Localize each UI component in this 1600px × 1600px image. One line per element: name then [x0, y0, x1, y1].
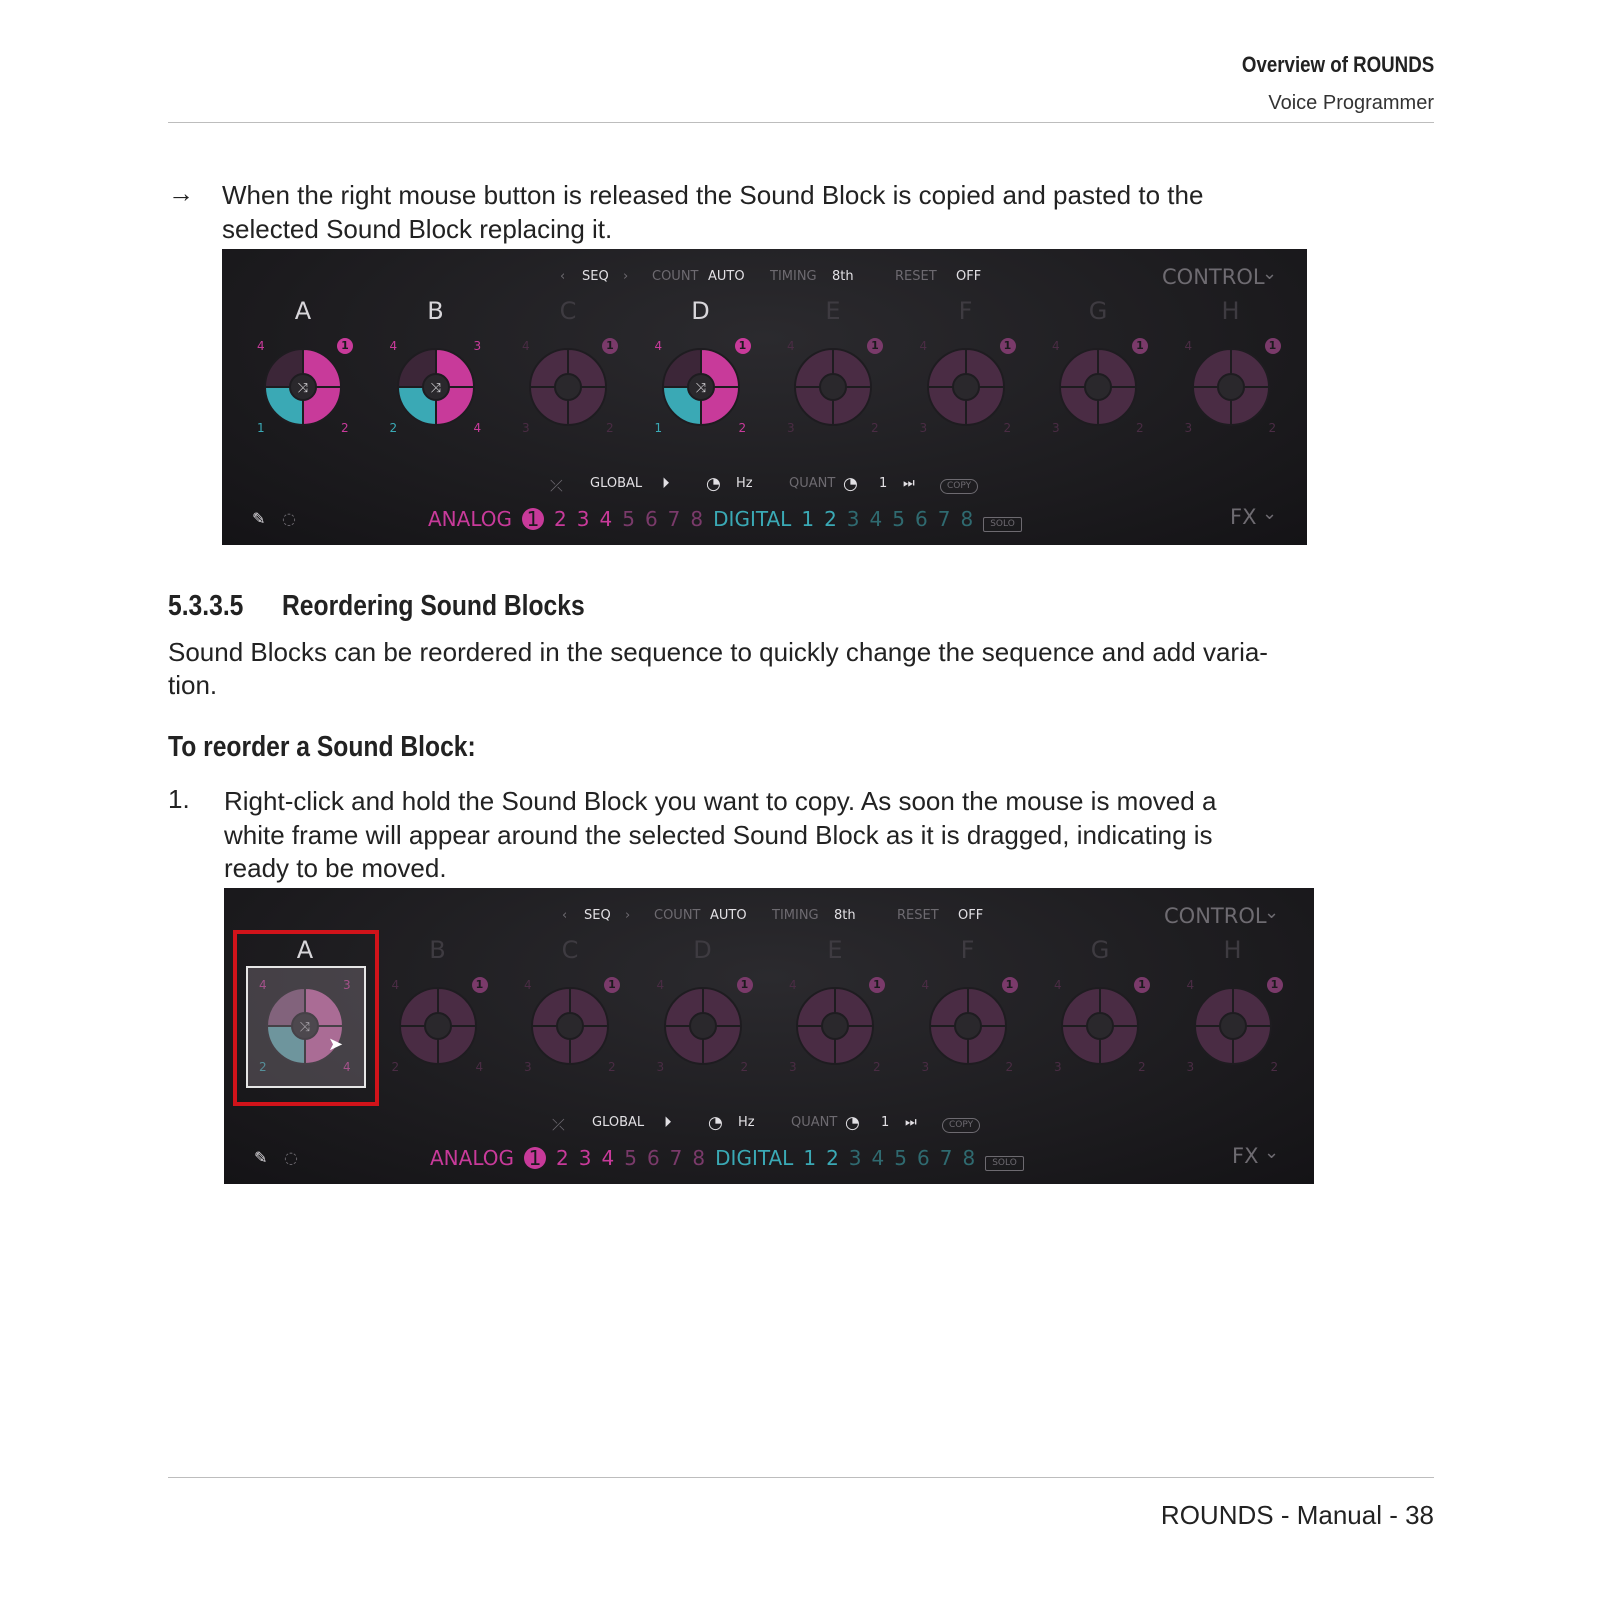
knob-step-label: 3 [1054, 1060, 1062, 1074]
fx-chevron-icon[interactable]: ⌄ [1264, 1142, 1280, 1163]
sound-block-letter-a: A [294, 297, 312, 325]
reset-label: RESET [895, 269, 937, 284]
sound-block-letter-h: H [1221, 297, 1240, 325]
solo-label: SOLO [983, 517, 1022, 532]
copy-button[interactable] [942, 1116, 980, 1133]
knob-step-label: 4 [787, 339, 795, 353]
global-label: GLOBAL [590, 476, 643, 491]
knob-step-label: 4 [1186, 978, 1195, 992]
skip-icon[interactable]: ⏭ [903, 476, 915, 491]
knob-step-label: 4 [259, 978, 267, 992]
knob-step-label: 4 [475, 1060, 484, 1074]
highlight-red-box [233, 930, 379, 1106]
digital-voice-8[interactable]: 8 [962, 1146, 976, 1170]
knob-step-label: 2 [341, 421, 349, 435]
sound-block-knob-c[interactable] [528, 347, 608, 427]
play-mode-icon[interactable]: ⏵ [664, 1113, 672, 1131]
knob-step-label: 3 [1052, 421, 1060, 435]
step-count-badge: 1 [337, 338, 353, 354]
knob-step-label: 3 [656, 1060, 665, 1074]
plugin-screenshot-1 [222, 249, 1307, 545]
voice-selector-row [428, 507, 1042, 532]
intro-line-1: When the right mouse button is released the Sound Block is copied and pasted to the [222, 180, 1204, 210]
sound-block-letter-c: C [561, 936, 579, 964]
voice-selector-row [430, 1146, 1044, 1171]
step-number: 1. [168, 784, 190, 814]
analog-voice-7[interactable]: 7 [669, 1146, 683, 1170]
sound-block-letter-g: G [1088, 297, 1108, 325]
timing-label: TIMING [772, 908, 819, 923]
seq-next-icon[interactable]: › [625, 908, 631, 923]
knob-step-label: 1 [257, 421, 265, 435]
knob-step-label: 2 [740, 1060, 749, 1074]
result-arrow: → [168, 178, 194, 208]
knob-step-label: 4 [343, 1060, 351, 1074]
hz-label: Hz [736, 476, 753, 491]
sound-block-letter-b: B [429, 936, 446, 964]
knob-step-label: 2 [608, 1060, 616, 1074]
digital-voice-2[interactable]: 2 [826, 1146, 839, 1170]
seq-prev-icon[interactable]: ‹ [560, 269, 566, 284]
analog-voice-5[interactable]: 5 [622, 507, 635, 531]
digital-label[interactable]: DIGITAL [715, 1146, 794, 1170]
sound-block-knob-b[interactable] [398, 986, 478, 1066]
sound-block-knob-d[interactable] [663, 986, 743, 1066]
control-menu[interactable]: CONTROL [1164, 904, 1267, 928]
step-count-badge: 1 [737, 977, 753, 993]
step-line-1: Right-click and hold the Sound Block you want to copy. As soon the mouse is moved a [224, 786, 1217, 816]
knob-step-label: 3 [787, 421, 795, 435]
control-menu[interactable]: CONTROL [1162, 265, 1265, 289]
sound-block-knob-b[interactable] [396, 347, 476, 427]
digital-voice-4[interactable]: 4 [871, 1146, 885, 1170]
play-mode-icon[interactable]: ⏵ [662, 474, 670, 492]
knob-step-label: 2 [873, 1060, 881, 1074]
knob-step-label: 2 [1003, 421, 1012, 435]
quant-label: QUANT [789, 476, 836, 491]
analog-voice-1[interactable]: 1 [522, 508, 544, 530]
count-value[interactable]: AUTO [710, 908, 747, 923]
digital-voice-5[interactable]: 5 [892, 507, 905, 531]
knob-step-label: 2 [1268, 421, 1277, 435]
knob-step-label: 4 [1054, 978, 1062, 992]
digital-voice-1[interactable]: 1 [801, 507, 815, 531]
sound-block-letter-d: D [691, 297, 710, 325]
knob-step-label: 3 [921, 1060, 930, 1074]
header-rule [168, 122, 1434, 123]
quant-value: 1 [879, 476, 888, 491]
hz-label: Hz [738, 1115, 755, 1130]
knob-step-label: 4 [389, 339, 398, 353]
step-count-badge: 1 [869, 977, 885, 993]
step-line-3: ready to be moved. [224, 853, 447, 883]
random-circle-icon[interactable]: ◌ [282, 509, 296, 528]
shuffle-icon[interactable]: ⤫ [552, 1115, 565, 1134]
digital-voice-3[interactable]: 3 [846, 507, 860, 531]
step-count-badge: 1 [1267, 977, 1283, 993]
knob-step-label: 4 [656, 978, 665, 992]
sound-block-knob-g[interactable] [1060, 986, 1140, 1066]
sound-block-knob-d[interactable] [661, 347, 741, 427]
seq-next-icon[interactable]: › [623, 269, 629, 284]
page-footer: ROUNDS - Manual - 38 [1160, 1500, 1434, 1530]
quant-label: QUANT [791, 1115, 838, 1130]
knob-step-label: 2 [871, 421, 879, 435]
digital-voice-2[interactable]: 2 [824, 507, 837, 531]
analog-voice-3[interactable]: 3 [576, 507, 590, 531]
analog-voice-5[interactable]: 5 [624, 1146, 637, 1170]
digital-voice-7[interactable]: 7 [937, 507, 951, 531]
knob-step-label: 3 [473, 339, 482, 353]
quant-knob-icon[interactable]: ◔ [845, 1113, 860, 1133]
mouse-cursor-icon: ➤ [328, 1034, 344, 1055]
sound-block-letter-f: F [960, 936, 975, 964]
footer-rule [168, 1477, 1434, 1478]
digital-voice-4[interactable]: 4 [869, 507, 883, 531]
count-label: COUNT [654, 908, 701, 923]
analog-label[interactable]: ANALOG [428, 507, 512, 531]
digital-label[interactable]: DIGITAL [713, 507, 792, 531]
analog-voice-4[interactable]: 4 [599, 507, 613, 531]
knob-step-label: 2 [1270, 1060, 1279, 1074]
knob-step-label: 3 [522, 421, 530, 435]
step-count-badge: 1 [1265, 338, 1281, 354]
step-count-badge: 1 [1002, 977, 1018, 993]
knob-step-label: 4 [257, 339, 265, 353]
knob-step-label: 3 [343, 978, 351, 992]
digital-voice-1[interactable]: 1 [803, 1146, 817, 1170]
knob-step-label: 4 [1052, 339, 1060, 353]
svg-text:⤨: ⤨ [299, 1020, 311, 1035]
sound-block-knob-e[interactable] [795, 986, 875, 1066]
knob-step-label: 4 [919, 339, 928, 353]
edit-pencil-icon[interactable]: ✎ [254, 1148, 268, 1167]
solo-button[interactable] [985, 1146, 1034, 1171]
knob-step-label: 4 [789, 978, 797, 992]
analog-label[interactable]: ANALOG [430, 1146, 514, 1170]
random-circle-icon[interactable]: ◌ [284, 1148, 298, 1167]
knob-step-label: 2 [389, 421, 398, 435]
timing-value[interactable]: 8th [834, 908, 856, 923]
sound-block-letter-f: F [958, 297, 973, 325]
digital-voice-8[interactable]: 8 [960, 507, 974, 531]
knob-step-label: 4 [391, 978, 400, 992]
digital-voice-5[interactable]: 5 [894, 1146, 907, 1170]
analog-voice-6[interactable]: 6 [646, 1146, 660, 1170]
knob-step-label: 3 [1186, 1060, 1195, 1074]
solo-button[interactable] [983, 507, 1032, 532]
analog-voice-8[interactable]: 8 [692, 1146, 706, 1170]
quant-knob-icon[interactable]: ◔ [843, 474, 858, 494]
knob-step-label: 2 [1136, 421, 1144, 435]
timing-value[interactable]: 8th [832, 269, 854, 284]
analog-voice-1[interactable]: 1 [524, 1147, 546, 1169]
analog-voice-4[interactable]: 4 [601, 1146, 615, 1170]
step-count-badge: 1 [1132, 338, 1148, 354]
sound-block-knob-e[interactable] [793, 347, 873, 427]
knob-step-label: 1 [654, 421, 663, 435]
analog-voice-2[interactable]: 2 [556, 1146, 569, 1170]
procedure-heading: To reorder a Sound Block: [168, 731, 476, 763]
quant-value: 1 [881, 1115, 890, 1130]
knob-step-label: 2 [1138, 1060, 1146, 1074]
sound-block-letter-d: D [693, 936, 712, 964]
copy-button[interactable] [940, 477, 978, 494]
knob-step-label: 2 [738, 421, 747, 435]
sound-block-letter-h: H [1223, 936, 1242, 964]
count-value[interactable]: AUTO [708, 269, 745, 284]
running-header-subtitle: Voice Programmer [1268, 92, 1434, 114]
sound-block-knob-f[interactable] [926, 347, 1006, 427]
timing-label: TIMING [770, 269, 817, 284]
knob-step-label: 3 [524, 1060, 532, 1074]
knob-step-label: 4 [522, 339, 530, 353]
sound-block-knob-a[interactable] [263, 347, 343, 427]
svg-text:⤨: ⤨ [430, 381, 441, 396]
knob-step-label: 3 [919, 421, 928, 435]
knob-step-label: 4 [524, 978, 532, 992]
reset-label: RESET [897, 908, 939, 923]
sound-block-knob-g[interactable] [1058, 347, 1138, 427]
fx-chevron-icon[interactable]: ⌄ [1262, 503, 1278, 524]
knob-step-label: 3 [789, 1060, 797, 1074]
plugin-screenshot-2 [224, 888, 1314, 1184]
control-chevron-icon[interactable]: ⌄ [1264, 902, 1280, 923]
reset-value[interactable]: OFF [958, 908, 984, 923]
sound-block-knob-h[interactable] [1193, 986, 1273, 1066]
sound-block-letter-b: B [427, 297, 444, 325]
sound-block-letter-e: E [825, 297, 841, 325]
sound-block-letter-c: C [559, 297, 577, 325]
knob-step-label: 4 [473, 421, 482, 435]
sound-block-knob-h[interactable] [1191, 347, 1271, 427]
digital-voice-3[interactable]: 3 [848, 1146, 862, 1170]
sound-block-letter-e: E [827, 936, 843, 964]
analog-voice-7[interactable]: 7 [667, 507, 681, 531]
section-body-line-2: tion. [168, 670, 218, 700]
section-body-line-1: Sound Blocks can be reordered in the sequence to quickly change the sequence and add varia- [168, 637, 1268, 667]
copy-button-label: COPY [942, 1118, 980, 1133]
knob-step-label: 3 [1184, 421, 1193, 435]
knob-step-label: 2 [259, 1060, 267, 1074]
svg-text:⤨: ⤨ [297, 381, 309, 396]
section-title: Reordering Sound Blocks [282, 590, 585, 622]
reset-value[interactable]: OFF [956, 269, 982, 284]
edit-pencil-icon[interactable]: ✎ [252, 509, 266, 528]
digital-voice-6[interactable]: 6 [917, 1146, 930, 1170]
skip-icon[interactable]: ⏭ [905, 1115, 917, 1130]
analog-voice-2[interactable]: 2 [554, 507, 567, 531]
step-line-2: white frame will appear around the selected Sound Block as it is dragged, indicating is [224, 820, 1213, 850]
seq-label: SEQ [582, 269, 609, 284]
rate-knob-icon[interactable]: ◔ [708, 1113, 723, 1133]
running-header-title: Overview of ROUNDS [1241, 52, 1434, 77]
seq-prev-icon[interactable]: ‹ [562, 908, 568, 923]
digital-voice-6[interactable]: 6 [915, 507, 928, 531]
knob-step-label: 4 [921, 978, 930, 992]
knob-step-label: 4 [654, 339, 663, 353]
sound-block-letter-a: A [296, 936, 314, 964]
step-count-badge: 1 [867, 338, 883, 354]
digital-voice-7[interactable]: 7 [939, 1146, 953, 1170]
sound-block-knob-f[interactable] [928, 986, 1008, 1066]
step-count-badge: 1 [1000, 338, 1016, 354]
step-count-badge: 1 [604, 977, 620, 993]
rate-knob-icon[interactable]: ◔ [706, 474, 721, 494]
section-number: 5.3.3.5 [168, 590, 244, 622]
svg-text:⤨: ⤨ [695, 381, 706, 396]
step-count-badge: 1 [735, 338, 751, 354]
analog-voice-6[interactable]: 6 [644, 507, 658, 531]
analog-voice-8[interactable]: 8 [690, 507, 704, 531]
knob-step-label: 2 [1005, 1060, 1014, 1074]
sound-block-knob-c[interactable] [530, 986, 610, 1066]
global-label: GLOBAL [592, 1115, 645, 1130]
shuffle-icon[interactable]: ⤫ [550, 476, 563, 495]
knob-step-label: 2 [606, 421, 614, 435]
analog-voice-3[interactable]: 3 [578, 1146, 592, 1170]
seq-label: SEQ [584, 908, 611, 923]
step-count-badge: 1 [602, 338, 618, 354]
intro-line-2: selected Sound Block replacing it. [222, 214, 613, 244]
step-count-badge: 1 [1134, 977, 1150, 993]
fx-menu[interactable]: FX [1232, 1144, 1259, 1168]
fx-menu[interactable]: FX [1230, 505, 1257, 529]
control-chevron-icon[interactable]: ⌄ [1262, 263, 1278, 284]
copy-button-label: COPY [940, 479, 978, 494]
count-label: COUNT [652, 269, 699, 284]
knob-step-label: 4 [1184, 339, 1193, 353]
solo-label: SOLO [985, 1156, 1024, 1171]
sound-block-letter-g: G [1090, 936, 1110, 964]
step-count-badge: 1 [472, 977, 488, 993]
knob-step-label: 2 [391, 1060, 400, 1074]
